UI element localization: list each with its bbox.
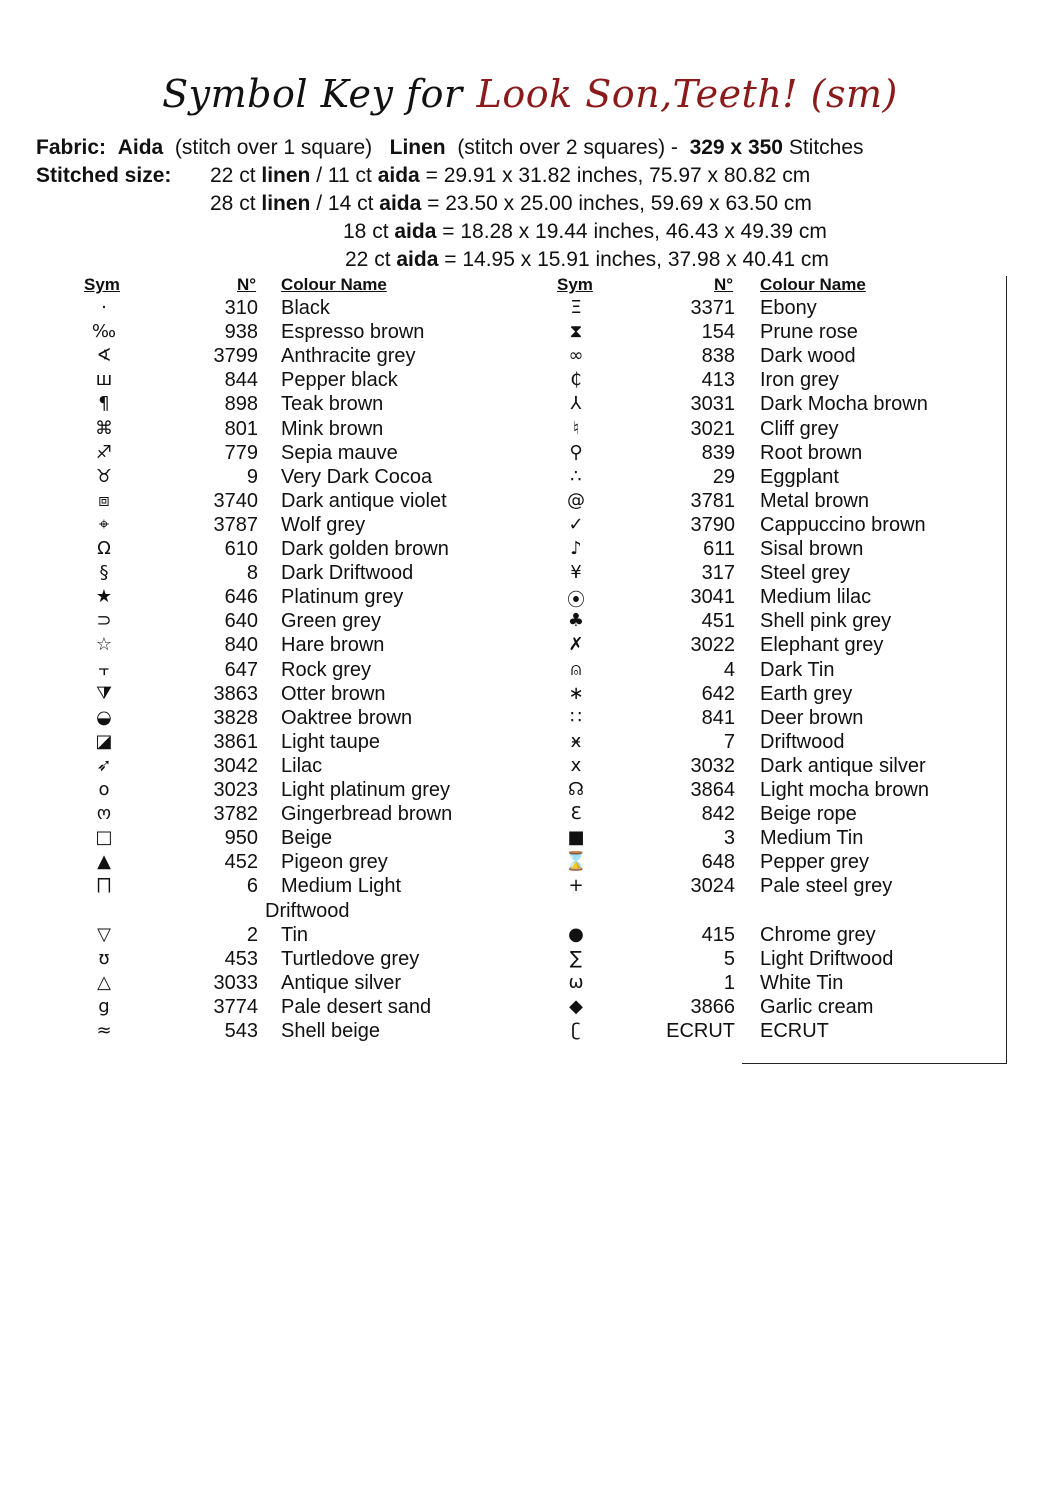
stitches-word: Stitches [788, 136, 864, 159]
symbol-glyph: Ξ [570, 297, 582, 318]
symbol-glyph: △ [97, 971, 111, 993]
table-row-continuation [0, 900, 1060, 924]
dmc-number: 8 [246, 562, 258, 585]
colour-name: Espresso brown [281, 321, 425, 344]
size-1-post: = 29.91 x 31.82 inches, 75.97 x 80.82 cm [425, 164, 811, 187]
dmc-number: 646 [224, 586, 258, 609]
colour-name: Pigeon grey [281, 851, 388, 874]
dmc-number: 839 [701, 441, 735, 464]
symbol-glyph: ⧈ [98, 489, 110, 511]
size-3-post: = 18.28 x 19.44 inches, 46.43 x 49.39 cm [436, 220, 827, 243]
colour-name: ECRUT [760, 1020, 829, 1042]
colour-name: Black [281, 297, 330, 319]
symbol-glyph: ∢ [96, 345, 112, 367]
symbol-glyph: ● [568, 923, 584, 945]
colour-name: Metal brown [760, 489, 869, 512]
colour-name: White Tin [760, 971, 844, 994]
dmc-number: 415 [701, 923, 735, 946]
size-4-post: = 14.95 x 15.91 inches, 37.98 x 40.41 cm [444, 248, 829, 271]
bottom-border-line [742, 1063, 1007, 1064]
symbol-glyph: ♉ [95, 465, 113, 487]
colour-name: Pale steel grey [760, 875, 893, 898]
colour-name: Light Driftwood [760, 947, 894, 970]
dmc-number: 3021 [690, 417, 735, 440]
colour-name: Pepper grey [760, 851, 869, 874]
dmc-number: 310 [224, 297, 258, 319]
size-1-b2: aida [377, 164, 420, 187]
symbol-glyph: ♪ [570, 538, 582, 559]
symbol-glyph: ☆ [95, 634, 113, 656]
table-row [0, 707, 1060, 731]
table-row [0, 948, 1060, 972]
size-2-mid: / 14 ct [316, 192, 374, 215]
dmc-number: 3371 [690, 297, 735, 319]
table-row [0, 634, 1060, 658]
dmc-number: 3861 [213, 730, 258, 753]
colour-name: Hare brown [281, 634, 385, 657]
size-3-pre: 18 ct [343, 220, 389, 243]
dmc-number: ECRUT [666, 1020, 735, 1042]
dmc-number: 3032 [690, 754, 735, 777]
table-row [0, 586, 1060, 610]
colour-name: Cappuccino brown [760, 513, 926, 536]
colour-name: Shell beige [281, 1020, 380, 1042]
dmc-number: 1 [723, 971, 735, 994]
dmc-number: 841 [701, 706, 735, 729]
dmc-number: 3023 [213, 779, 258, 801]
symbol-glyph: + [568, 875, 584, 897]
table-row [0, 683, 1060, 707]
colour-name: Shell pink grey [760, 610, 892, 633]
symbol-glyph: ★ [95, 586, 113, 608]
colour-name: Dark wood [760, 345, 856, 368]
header-name-right: Colour Name [760, 275, 866, 294]
colour-name: Beige [281, 827, 333, 850]
symbol-glyph: ∗ [568, 682, 584, 704]
table-row [0, 610, 1060, 634]
colour-name: Dark Driftwood [281, 562, 414, 585]
dmc-number: 3864 [690, 779, 735, 801]
size-4-pre: 22 ct [345, 248, 391, 271]
symbol-glyph: ◆ [569, 995, 583, 1017]
stitch-count: 329 x 350 [689, 136, 783, 159]
colour-name: Dark antique silver [760, 754, 926, 777]
colour-name: Teak brown [281, 393, 384, 416]
colour-name: Mink brown [281, 417, 384, 440]
table-row [0, 538, 1060, 562]
dmc-number: 3828 [213, 706, 258, 729]
size-line-3 [343, 220, 827, 244]
colour-name: Dark Tin [760, 658, 835, 681]
table-row [0, 369, 1060, 393]
symbol-glyph: ⦿ [567, 590, 585, 612]
dmc-number: 29 [712, 465, 735, 488]
colour-name: Light platinum grey [281, 779, 450, 801]
symbol-glyph: § [99, 562, 109, 584]
symbol-glyph: ⧩ [95, 682, 113, 704]
colour-name: Medium Tin [760, 827, 864, 850]
dmc-number: 4 [723, 658, 735, 681]
table-row [0, 297, 1060, 321]
stitched-size-label [36, 164, 171, 188]
table-row [0, 875, 1060, 899]
dmc-number: 3782 [213, 803, 258, 826]
colour-name: Garlic cream [760, 995, 874, 1018]
size-2-b2: aida [379, 192, 422, 215]
symbol-glyph: ➶ [96, 754, 112, 776]
size-line-4 [345, 248, 829, 272]
dmc-number: 838 [701, 345, 735, 368]
symbol-glyph: ∷ [570, 706, 582, 728]
dmc-number: 640 [224, 610, 258, 633]
fabric-linen-note: (stitch over 2 squares) - [457, 136, 678, 159]
symbol-glyph: ⌛ [564, 851, 588, 873]
symbol-glyph: ∞ [568, 345, 584, 367]
dmc-number: 6 [246, 875, 258, 898]
dmc-number: 9 [246, 465, 258, 488]
symbol-glyph: · [101, 297, 107, 318]
symbol-glyph: ≈ [96, 1020, 112, 1041]
colour-name: Pepper black [281, 369, 398, 392]
symbol-glyph: ო [96, 803, 112, 825]
table-row [0, 442, 1060, 466]
header-name-left: Colour Name [281, 275, 387, 294]
table-row [0, 418, 1060, 442]
fabric-aida-note: (stitch over 1 square) [174, 136, 373, 159]
dmc-number: 3863 [213, 682, 258, 705]
fabric-line [36, 136, 864, 160]
symbol-glyph: ⌖ [98, 513, 110, 535]
colour-name: Cliff grey [760, 417, 839, 440]
dmc-number: 842 [701, 803, 735, 826]
colour-name: Otter brown [281, 682, 386, 705]
fabric-label: Fabric: [36, 136, 107, 159]
colour-name: Very Dark Cocoa [281, 465, 433, 488]
table-row [0, 755, 1060, 779]
dmc-number: 938 [224, 321, 258, 344]
symbol-glyph: ʗ [571, 1020, 581, 1041]
symbol-glyph: ∑ [569, 947, 583, 969]
symbol-glyph: ▽ [97, 923, 111, 945]
dmc-number: 3024 [690, 875, 735, 898]
size-1-pre: 22 ct [210, 164, 256, 187]
symbol-glyph: ♐ [95, 441, 113, 463]
dmc-number: 154 [701, 321, 735, 344]
dmc-number: 642 [701, 682, 735, 705]
table-row [0, 321, 1060, 345]
table-row [0, 779, 1060, 803]
colour-name: Driftwood [760, 730, 845, 753]
dmc-number: 451 [701, 610, 735, 633]
dmc-number: 844 [224, 369, 258, 392]
header-sym-right: Sym [557, 275, 593, 294]
symbol-glyph: ♣ [567, 610, 585, 632]
colour-name: Oaktree brown [281, 706, 413, 729]
dmc-number: 3031 [690, 393, 735, 416]
symbol-glyph: ⅄ [570, 393, 582, 415]
dmc-number: 648 [701, 851, 735, 874]
header-sym-left: Sym [84, 275, 120, 294]
table-row [0, 972, 1060, 996]
symbol-glyph: ∴ [570, 465, 582, 487]
table-row [0, 851, 1060, 875]
dmc-number: 3022 [690, 634, 735, 657]
symbol-glyph: @ [567, 489, 585, 511]
colour-name: Deer brown [760, 706, 864, 729]
dmc-number: 3033 [213, 971, 258, 994]
table-row [0, 827, 1060, 851]
symbol-glyph: ʊ [98, 947, 110, 969]
table-row [0, 659, 1060, 683]
colour-name: Gingerbread brown [281, 803, 453, 826]
symbol-glyph: ӿ [570, 730, 582, 752]
symbol-glyph: x [570, 754, 582, 776]
dmc-number: 647 [224, 658, 258, 681]
symbol-glyph: ⍝ [570, 658, 582, 680]
symbol-glyph: Ω [97, 538, 111, 559]
pattern-name: Look Son,Teeth! (sm) [476, 72, 898, 116]
dmc-number: 3866 [690, 995, 735, 1018]
dmc-number: 3799 [213, 345, 258, 368]
colour-name-continued: Driftwood [265, 899, 350, 922]
colour-name: Sisal brown [760, 538, 864, 560]
table-row [0, 562, 1060, 586]
table-row [0, 345, 1060, 369]
table-row [0, 514, 1060, 538]
dmc-number: 3787 [213, 513, 258, 536]
size-3-b1: aida [394, 220, 437, 243]
symbol-glyph: ⚲ [569, 441, 583, 463]
dmc-number: 801 [224, 417, 258, 440]
header-num-right: N° [714, 275, 734, 294]
colour-name: Prune rose [760, 321, 858, 344]
colour-name: Dark golden brown [281, 538, 449, 560]
symbol-glyph: o [98, 779, 110, 800]
colour-name: Sepia mauve [281, 441, 398, 464]
symbol-glyph: g [98, 995, 110, 1017]
dmc-number: 898 [224, 393, 258, 416]
stitched-size-label-text: Stitched size: [36, 164, 172, 187]
dmc-number: 840 [224, 634, 258, 657]
dmc-number: 7 [723, 730, 735, 753]
colour-name: Iron grey [760, 369, 839, 392]
colour-name: Dark antique violet [281, 489, 447, 512]
colour-name: Eggplant [760, 465, 839, 488]
colour-name: Pale desert sand [281, 995, 432, 1018]
colour-name: Beige rope [760, 803, 857, 826]
dmc-number: 3790 [690, 513, 735, 536]
symbol-glyph: ¥ [570, 562, 582, 584]
symbol-glyph: Ɛ [570, 803, 582, 825]
right-border-line [1006, 276, 1007, 1064]
symbol-glyph: ▲ [97, 851, 111, 873]
table-row [0, 731, 1060, 755]
colour-name: Ebony [760, 297, 817, 319]
colour-name: Green grey [281, 610, 382, 633]
symbol-glyph: ¶ [98, 393, 110, 415]
dmc-number: 543 [224, 1020, 258, 1042]
colour-name: Anthracite grey [281, 345, 416, 368]
colour-name: Steel grey [760, 562, 851, 585]
colour-name: Chrome grey [760, 923, 876, 946]
dmc-number: 779 [224, 441, 258, 464]
size-line-2 [210, 192, 812, 216]
symbol-glyph: ◒ [96, 706, 112, 728]
symbol-glyph: ⨅ [96, 875, 112, 897]
table-row [0, 393, 1060, 417]
symbol-glyph: ⌘ [95, 417, 113, 439]
colour-name: Turtledove grey [281, 947, 420, 970]
symbol-glyph: ₵ [570, 369, 582, 391]
symbol-glyph: ■ [567, 827, 585, 849]
size-2-b1: linen [261, 192, 311, 215]
dmc-number: 3740 [213, 489, 258, 512]
title-lead: Symbol Key for [162, 72, 463, 116]
dmc-number: 317 [701, 562, 735, 585]
fabric-linen: Linen [389, 136, 446, 159]
dmc-number: 610 [224, 538, 258, 560]
colour-name: Light mocha brown [760, 779, 929, 801]
size-2-pre: 28 ct [210, 192, 256, 215]
colour-name: Wolf grey [281, 513, 366, 536]
dmc-number: 3 [723, 827, 735, 850]
symbol-glyph: ☊ [568, 779, 584, 800]
table-row [0, 490, 1060, 514]
colour-name: Light taupe [281, 730, 380, 753]
symbol-glyph: ♮ [572, 417, 580, 439]
table-row [0, 996, 1060, 1020]
colour-name: Rock grey [281, 658, 372, 681]
colour-name: Root brown [760, 441, 863, 464]
symbol-glyph: ⊃ [96, 610, 112, 632]
colour-name: Dark Mocha brown [760, 393, 928, 416]
dmc-number: 453 [224, 947, 258, 970]
symbol-glyph: □ [95, 827, 113, 849]
size-4-b1: aida [396, 248, 439, 271]
table-row [0, 466, 1060, 490]
dmc-number: 452 [224, 851, 258, 874]
table-row [0, 803, 1060, 827]
dmc-number: 611 [703, 538, 735, 560]
colour-name: Medium lilac [760, 586, 872, 609]
page-title [0, 72, 1060, 116]
symbol-glyph: ш [95, 369, 113, 391]
colour-name: Earth grey [760, 682, 853, 705]
dmc-number: 950 [224, 827, 258, 850]
dmc-number: 3774 [213, 995, 258, 1018]
size-2-post: = 23.50 x 25.00 inches, 59.69 x 63.50 cm [427, 192, 812, 215]
fabric-aida: Aida [117, 136, 164, 159]
table-row [0, 1020, 1060, 1044]
dmc-number: 5 [723, 947, 735, 970]
symbol-glyph: ✓ [568, 513, 584, 535]
size-line-1 [210, 164, 810, 188]
size-1-b1: linen [261, 164, 311, 187]
colour-name: Platinum grey [281, 586, 404, 609]
table-row [0, 924, 1060, 948]
header-num-left: N° [237, 275, 257, 294]
symbol-glyph: ω [568, 971, 584, 993]
symbol-glyph: ✗ [568, 634, 584, 656]
dmc-number: 413 [701, 369, 735, 392]
size-1-mid: / 11 ct [316, 164, 372, 187]
symbol-glyph: ⫟ [98, 658, 110, 680]
symbol-glyph: ⧗ [569, 321, 583, 343]
colour-name: Elephant grey [760, 634, 884, 657]
colour-name: Medium Light [281, 875, 402, 898]
dmc-number: 2 [246, 923, 258, 946]
colour-name: Antique silver [281, 971, 402, 994]
symbol-glyph: ◪ [95, 730, 113, 752]
colour-name: Tin [281, 923, 309, 946]
symbol-glyph: ‰ [91, 321, 117, 343]
dmc-number: 3781 [690, 489, 735, 512]
dmc-number: 3041 [690, 586, 735, 609]
colour-name: Lilac [281, 754, 323, 777]
dmc-number: 3042 [213, 754, 258, 777]
